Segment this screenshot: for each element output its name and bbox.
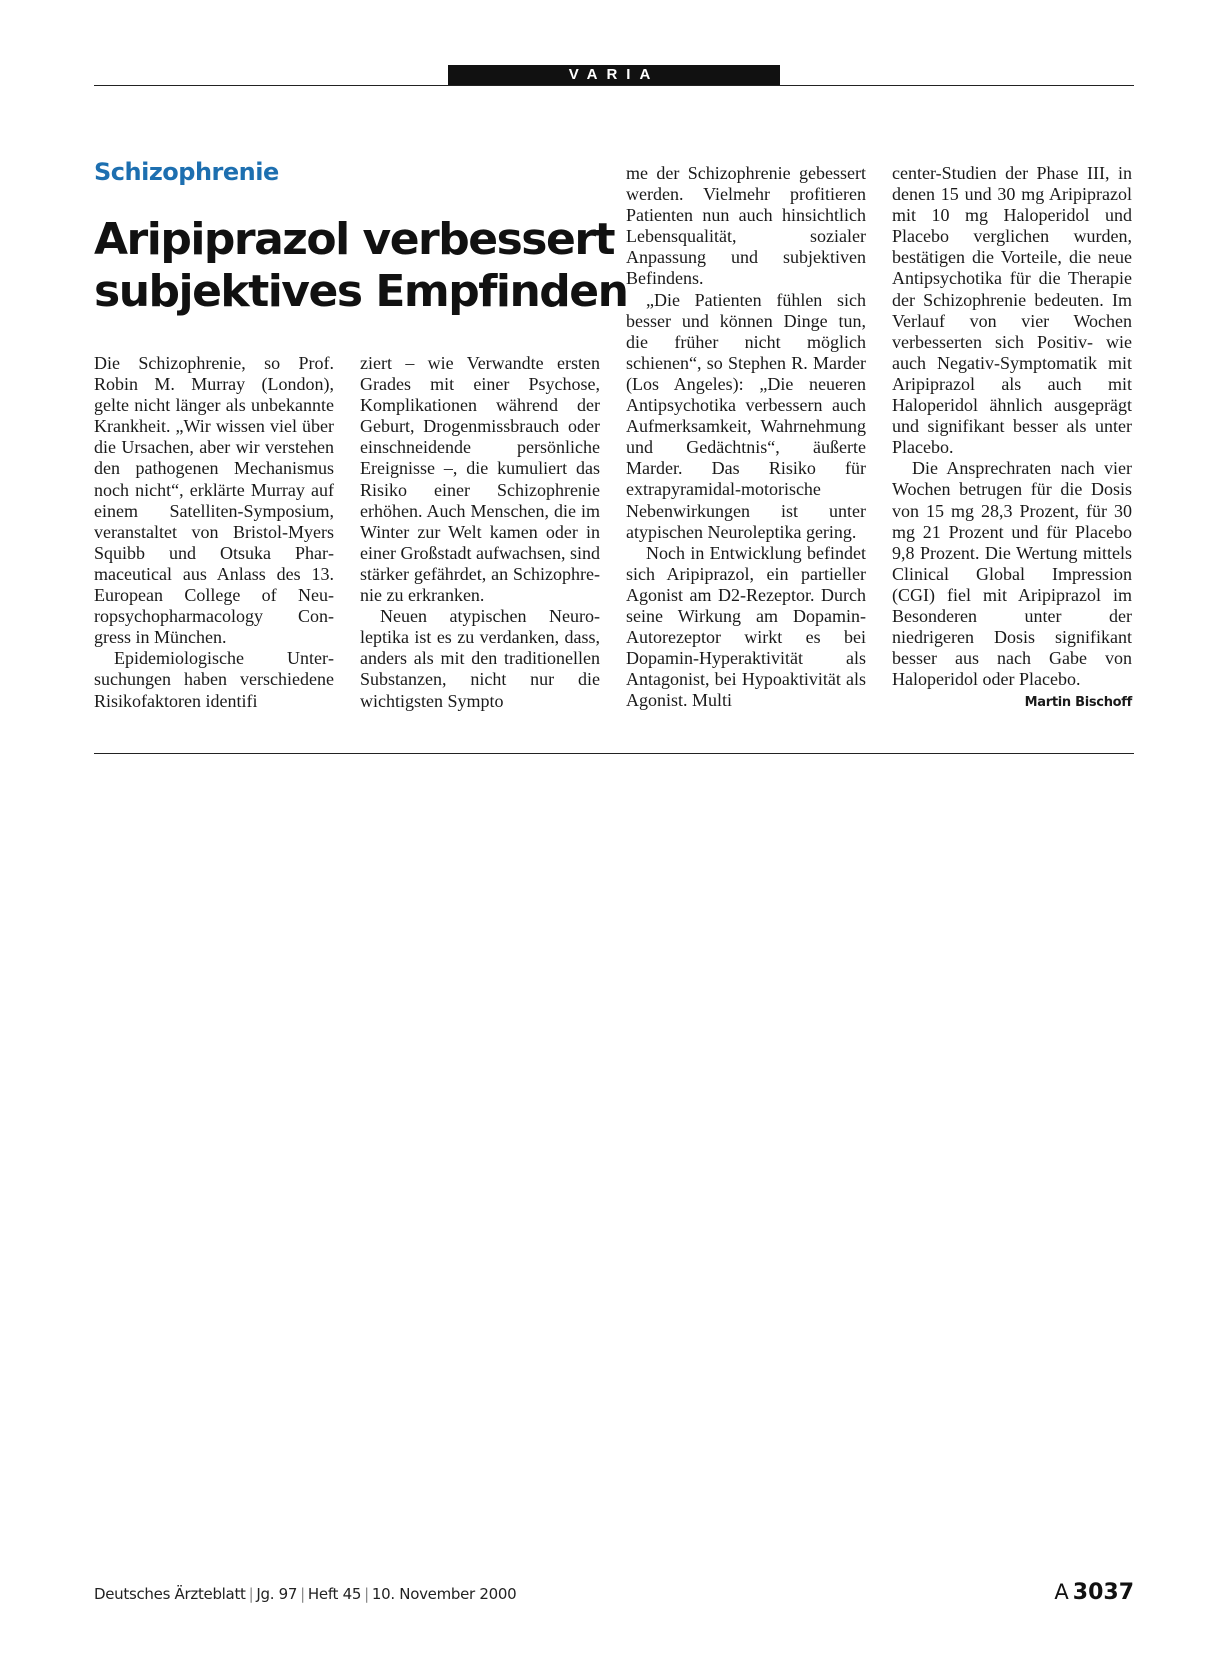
article-column-3 xyxy=(626,163,866,711)
issue-date: 10. November 2000 xyxy=(371,1585,517,1603)
journal-volume: Jg. 97 xyxy=(256,1585,298,1603)
journal-name: Deutsches Ärzteblatt xyxy=(94,1585,246,1603)
page-letter: A xyxy=(1054,1580,1069,1604)
kicker: Schizophrenie xyxy=(94,158,279,186)
author-name: Martin Bischoff xyxy=(1024,695,1132,711)
paragraph-3: Neuen atypischen Neuroleptika ist es zu verdanken, dass, anders als mit den traditionellen Substanzen, nicht nur die wichtigsten Sympto xyxy=(360,606,600,711)
paragraph-1: Die Schizophrenie, so Prof. Robin M. Murray (London), gelte nicht länger als unbekannte Krankheit. „Wir wissen viel über die Ursachen, aber wir verstehen den pathogenen Mechanismus noch nicht“, erklärte Murray auf einem Satelliten-Symposium, veranstaltet von Bristol-Myers Squibb und Otsuka Pharmaceutical aus Anlass des 13. European College of Neuropsychopharmacology Congress in München. xyxy=(94,353,334,648)
paragraph-5: Noch in Entwicklung befindet sich Aripiprazol, ein partieller Agonist am D2-Rezeptor. Durch seine Wirkung am Dopamin-Autorezeptor wirkt es bei Dopamin-Hyperaktivität als Antagonist, bei Hypoaktivität als Agonist. Multi xyxy=(626,542,866,711)
paragraph-4: „Die Patienten fühlen sich besser und können Dinge tun, die früher nicht möglich schienen“, so Stephen R. Marder (Los Angeles): „Die neueren Antipsychotika verbessern auch Aufmerksamkeit, Wahrnehmung und Gedächtnis“, äußerte Marder. Das Risiko für extrapyramidal-motorische Nebenwirkungen ist unter atypischen Neuroleptika gering. xyxy=(626,289,866,542)
article-column-1 xyxy=(94,353,334,712)
paragraph-6: Die Ansprechraten nach vier Wochen betrugen für die Dosis von 15 mg 28,3 Prozent, für 30 mg 21 Prozent und für Placebo 9,8 Prozent. Die Wertung mittels Clinical Global Impression (CGI) fiel mit Aripiprazol im Besonderen unter der niedrigeren Dosis signifikant besser aus nach Gabe von Haloperidol oder Placebo. Martin Bischoff xyxy=(892,458,1132,690)
paragraph-3-cont: me der Schizophrenie gebessert werden. Vielmehr profitieren Patienten nun auch hinsichtlich Lebensqualität, sozialer Anpassung und subjektiven Befindens. xyxy=(626,163,866,289)
top-rule xyxy=(94,85,1134,86)
article-column-2 xyxy=(360,353,600,712)
paragraph-2-cont: ziert – wie Verwandte ersten Grades mit einer Psychose, Komplikationen während der Geburt, Drogenmissbrauch oder einschneidende persönliche Ereignisse –, die kumuliert das Risiko einer Schizophrenie erhöhen. Auch Menschen, die im Winter zur Welt kamen oder in einer Großstadt aufwachsen, sind stärker gefährdet, an Schizophrenie zu erkranken. xyxy=(360,353,600,606)
bottom-rule xyxy=(94,753,1134,754)
paragraph-5-cont: center-Studien der Phase III, in denen 15 und 30 mg Aripiprazol mit 10 mg Haloperidol und Placebo verglichen wurden, bestätigen die Vorteile, die neue Antipsychotika für die Therapie der Schizophrenie bedeuten. Im Verlauf von vier Wochen verbesserten sich Positiv- wie auch Negativ-Symptomatik mit Aripiprazol als auch mit Haloperidol ähnlich ausgeprägt und signifikant besser als unter Placebo. xyxy=(892,163,1132,458)
article-column-4 xyxy=(892,163,1132,713)
footer: Deutsches Ärzteblatt | Jg. 97 | Heft 45 | 10. November 2000 xyxy=(94,1585,517,1603)
page-number xyxy=(1054,1580,1134,1605)
section-label: VARIA xyxy=(448,65,780,85)
journal-issue: Heft 45 xyxy=(307,1585,362,1603)
headline xyxy=(94,214,628,318)
page-number-value: 3037 xyxy=(1072,1580,1134,1605)
headline-line-1: Aripiprazol verbessert xyxy=(94,214,615,265)
paragraph-2: Epidemiologische Untersuchungen haben verschiedene Risikofaktoren identifi xyxy=(94,648,334,711)
headline-line-2: subjektives Empfinden xyxy=(94,266,628,317)
